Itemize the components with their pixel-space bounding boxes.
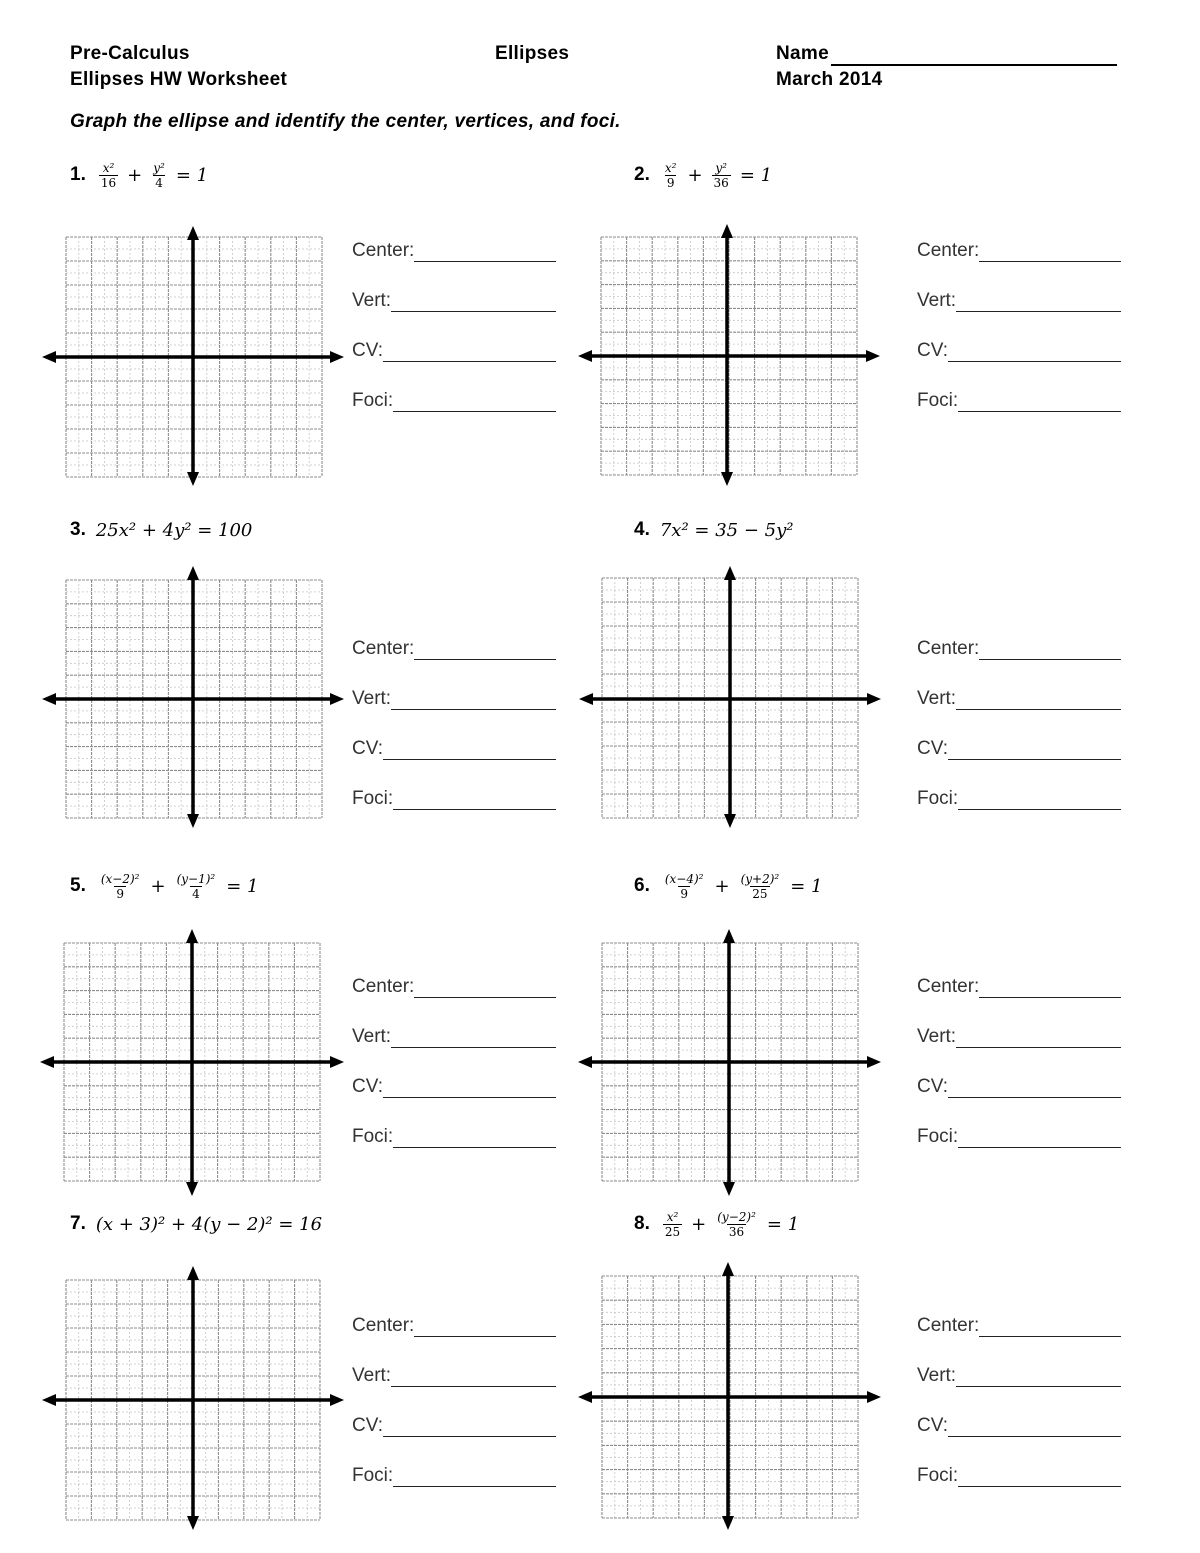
equation-text: 25x² + 4y² = 100: [95, 519, 253, 541]
cv-label: CV:: [352, 340, 383, 361]
cv-answer-field[interactable]: [352, 1415, 556, 1445]
foci-blank[interactable]: [393, 393, 556, 412]
vert-answer-field[interactable]: [917, 688, 1121, 718]
fraction-numerator: (y+2)²: [740, 871, 780, 886]
vert-blank[interactable]: [956, 691, 1121, 710]
vert-answer-field[interactable]: [917, 1365, 1121, 1395]
foci-blank[interactable]: [958, 1468, 1121, 1487]
arrow-left-icon: [579, 693, 593, 705]
fraction: [151, 161, 167, 190]
fraction: [739, 872, 782, 901]
center-answer-field[interactable]: [917, 638, 1121, 668]
equation: [96, 1214, 322, 1235]
cv-blank[interactable]: [948, 1079, 1121, 1098]
foci-answer-field[interactable]: [352, 390, 556, 420]
foci-label: Foci:: [352, 390, 394, 411]
arrow-right-icon: [330, 1056, 344, 1068]
fraction-denominator: 9: [680, 886, 688, 901]
vert-answer-field[interactable]: [917, 1026, 1121, 1056]
arrow-up-icon: [187, 1266, 199, 1280]
coordinate-grid-2[interactable]: [574, 220, 884, 490]
center-answer-field[interactable]: [917, 976, 1121, 1006]
fraction-denominator: 16: [100, 175, 117, 190]
foci-answer-field[interactable]: [352, 788, 556, 818]
vert-label: Vert:: [917, 290, 957, 311]
cv-label: CV:: [917, 738, 948, 759]
fraction-numerator: x²: [666, 1209, 679, 1224]
problem-6-title: [634, 868, 823, 904]
foci-blank[interactable]: [393, 1129, 556, 1148]
center-answer-field[interactable]: [917, 1315, 1121, 1345]
fraction-numerator: x²: [102, 160, 115, 175]
foci-answer-field[interactable]: [917, 390, 1121, 420]
topic-title: Ellipses: [495, 43, 570, 64]
arrow-left-icon: [42, 1394, 56, 1406]
arrow-up-icon: [721, 224, 733, 238]
arrow-right-icon: [330, 1394, 344, 1406]
arrow-left-icon: [578, 1391, 592, 1403]
vert-label: Vert:: [917, 1365, 957, 1386]
center-blank[interactable]: [414, 641, 556, 660]
center-label: Center:: [352, 638, 415, 659]
cv-blank[interactable]: [948, 343, 1121, 362]
vert-answer-field[interactable]: [352, 1365, 556, 1395]
foci-answer-field[interactable]: [352, 1465, 556, 1495]
vert-blank[interactable]: [956, 1029, 1121, 1048]
problem-1-title: [70, 157, 208, 193]
center-blank[interactable]: [414, 243, 556, 262]
vert-label: Vert:: [917, 1026, 957, 1047]
cv-answer-field[interactable]: [352, 738, 556, 768]
equation-text: (x + 3)² + 4(y − 2)² = 16: [95, 1213, 323, 1235]
foci-label: Foci:: [352, 1126, 394, 1147]
center-blank[interactable]: [979, 979, 1121, 998]
cv-label: CV:: [352, 738, 383, 759]
problem-8-title: [634, 1206, 799, 1242]
arrow-down-icon: [186, 1182, 198, 1196]
cv-answer-field[interactable]: [352, 340, 556, 370]
cv-label: CV:: [917, 340, 948, 361]
arrow-left-icon: [578, 350, 592, 362]
cv-blank[interactable]: [383, 1418, 556, 1437]
fraction-denominator: 9: [116, 886, 124, 901]
center-blank[interactable]: [979, 1318, 1121, 1337]
fraction-numerator: y²: [153, 160, 165, 175]
foci-answer-field[interactable]: [917, 788, 1121, 818]
foci-blank[interactable]: [393, 791, 556, 810]
vert-answer-field[interactable]: [352, 688, 556, 718]
fraction-numerator: (x−2)²: [100, 871, 140, 886]
vert-answer-field[interactable]: [352, 290, 556, 320]
arrow-up-icon: [186, 929, 198, 943]
arrow-right-icon: [866, 350, 880, 362]
center-blank[interactable]: [979, 243, 1121, 262]
cv-answer-field[interactable]: [917, 1415, 1121, 1445]
center-answer-field[interactable]: [352, 240, 556, 270]
vert-blank[interactable]: [391, 691, 556, 710]
fraction: [663, 1210, 682, 1239]
center-label: Center:: [917, 976, 980, 997]
vert-label: Vert:: [352, 1026, 392, 1047]
arrow-down-icon: [187, 814, 199, 828]
vert-label: Vert:: [352, 290, 392, 311]
foci-label: Foci:: [917, 1126, 959, 1147]
equation-text: +: [714, 875, 730, 897]
foci-answer-field[interactable]: [917, 1126, 1121, 1156]
equation: [96, 520, 253, 541]
foci-label: Foci:: [352, 788, 394, 809]
instructions: Graph the ellipse and identify the center, vertices, and foci.: [70, 111, 621, 132]
equation: [660, 161, 772, 190]
center-answer-field[interactable]: [352, 638, 556, 668]
vert-blank[interactable]: [956, 1368, 1121, 1387]
equation: [96, 161, 208, 190]
center-blank[interactable]: [414, 979, 556, 998]
equation: [660, 872, 823, 901]
arrow-down-icon: [722, 1516, 734, 1530]
cv-answer-field[interactable]: [352, 1076, 556, 1106]
problem-2-title: [634, 157, 772, 193]
coordinate-grid-6[interactable]: [574, 925, 885, 1200]
arrow-up-icon: [723, 929, 735, 943]
vert-blank[interactable]: [956, 293, 1121, 312]
coordinate-grid-4[interactable]: [575, 562, 885, 832]
arrow-left-icon: [578, 1056, 592, 1068]
problem-number: 1.: [70, 164, 86, 185]
cv-label: CV:: [352, 1076, 383, 1097]
arrow-right-icon: [330, 693, 344, 705]
cv-blank[interactable]: [383, 1079, 556, 1098]
fraction-denominator: 36: [728, 1224, 745, 1239]
center-label: Center:: [352, 1315, 415, 1336]
fraction: [663, 161, 679, 190]
problem-5-title: [70, 868, 259, 904]
fraction-denominator: 36: [713, 175, 729, 190]
cv-blank[interactable]: [948, 741, 1121, 760]
center-label: Center:: [917, 240, 980, 261]
problem-4-title: [634, 512, 793, 548]
vert-answer-field[interactable]: [917, 290, 1121, 320]
equation: [660, 1210, 799, 1239]
worksheet-title: Ellipses HW Worksheet: [70, 69, 288, 90]
coordinate-grid-3[interactable]: [38, 562, 348, 832]
problem-number: 2.: [634, 164, 650, 185]
center-label: Center:: [917, 1315, 980, 1336]
vert-label: Vert:: [917, 688, 957, 709]
fraction: [99, 161, 118, 190]
foci-answer-field[interactable]: [352, 1126, 556, 1156]
arrow-right-icon: [867, 1056, 881, 1068]
problem-number: 5.: [70, 875, 86, 896]
arrow-up-icon: [187, 566, 199, 580]
cv-answer-field[interactable]: [917, 340, 1121, 370]
cv-label: CV:: [917, 1076, 948, 1097]
equation-text: = 1: [739, 164, 773, 186]
center-answer-field[interactable]: [352, 976, 556, 1006]
problem-7-title: [70, 1206, 322, 1242]
equation-text: +: [687, 164, 703, 186]
fraction: [663, 872, 706, 901]
center-blank[interactable]: [414, 1318, 556, 1337]
arrow-right-icon: [867, 1391, 881, 1403]
vert-answer-field[interactable]: [352, 1026, 556, 1056]
cv-answer-field[interactable]: [917, 1076, 1121, 1106]
equation-text: = 1: [766, 1213, 800, 1235]
vert-blank[interactable]: [391, 1368, 556, 1387]
fraction-denominator: 25: [664, 1224, 681, 1239]
name-field[interactable]: [776, 42, 1117, 66]
center-label: Center:: [917, 638, 980, 659]
problem-number: 3.: [70, 519, 86, 540]
vert-label: Vert:: [352, 688, 392, 709]
cv-blank[interactable]: [383, 741, 556, 760]
arrow-right-icon: [330, 351, 344, 363]
coordinate-grid-7[interactable]: [38, 1262, 348, 1534]
problem-number: 6.: [634, 875, 650, 896]
fraction-numerator: (x−4)²: [664, 871, 704, 886]
arrow-left-icon: [40, 1056, 54, 1068]
equation-text: = 1: [790, 875, 823, 897]
foci-label: Foci:: [917, 1465, 959, 1486]
equation: [660, 520, 794, 541]
arrow-down-icon: [187, 472, 199, 486]
equation: [96, 872, 259, 901]
center-blank[interactable]: [979, 641, 1121, 660]
name-label: Name: [776, 43, 829, 64]
equation-text: = 1: [226, 875, 259, 897]
problem-3-title: [70, 512, 252, 548]
center-label: Center:: [352, 976, 415, 997]
equation-text: +: [150, 875, 166, 897]
foci-blank[interactable]: [393, 1468, 556, 1487]
fraction: [712, 161, 731, 190]
center-label: Center:: [352, 240, 415, 261]
arrow-down-icon: [721, 472, 733, 486]
fraction-denominator: 25: [752, 886, 768, 901]
course-title: Pre-Calculus: [70, 43, 190, 64]
fraction-denominator: 4: [155, 175, 163, 190]
fraction-numerator: x²: [664, 160, 677, 175]
name-blank[interactable]: [831, 46, 1117, 66]
foci-label: Foci:: [917, 390, 959, 411]
arrow-down-icon: [724, 814, 736, 828]
problem-number: 7.: [70, 1213, 86, 1234]
foci-answer-field[interactable]: [917, 1465, 1121, 1495]
arrow-up-icon: [724, 566, 736, 580]
equation-text: = 1: [175, 164, 209, 186]
arrow-up-icon: [722, 1262, 734, 1276]
problem-number: 8.: [634, 1213, 650, 1234]
foci-label: Foci:: [917, 788, 959, 809]
center-answer-field[interactable]: [917, 240, 1121, 270]
fraction-numerator: y²: [715, 160, 727, 175]
fraction: [99, 872, 142, 901]
arrow-right-icon: [867, 693, 881, 705]
coordinate-grid-8[interactable]: [574, 1258, 885, 1534]
fraction: [715, 1210, 758, 1239]
foci-blank[interactable]: [958, 1129, 1121, 1148]
foci-blank[interactable]: [958, 393, 1121, 412]
equation-text: 7x² = 35 − 5y²: [659, 519, 794, 541]
foci-blank[interactable]: [958, 791, 1121, 810]
coordinate-grid-1[interactable]: [38, 222, 348, 490]
arrow-down-icon: [723, 1182, 735, 1196]
fraction: [175, 872, 218, 901]
cv-label: CV:: [917, 1415, 948, 1436]
equation-text: +: [691, 1213, 707, 1235]
coordinate-grid-5[interactable]: [36, 925, 348, 1200]
fraction-denominator: 9: [666, 175, 675, 190]
fraction-numerator: (y−2)²: [717, 1209, 756, 1224]
fraction-numerator: (y−1)²: [176, 871, 216, 886]
arrow-up-icon: [187, 226, 199, 240]
arrow-left-icon: [42, 351, 56, 363]
vert-blank[interactable]: [391, 293, 556, 312]
date-label: March 2014: [776, 69, 883, 90]
arrow-left-icon: [42, 693, 56, 705]
problem-number: 4.: [634, 519, 650, 540]
cv-blank[interactable]: [383, 343, 556, 362]
foci-label: Foci:: [352, 1465, 394, 1486]
vert-blank[interactable]: [391, 1029, 556, 1048]
equation-text: +: [127, 164, 143, 186]
cv-answer-field[interactable]: [917, 738, 1121, 768]
center-answer-field[interactable]: [352, 1315, 556, 1345]
fraction-denominator: 4: [192, 886, 200, 901]
arrow-down-icon: [187, 1516, 199, 1530]
vert-label: Vert:: [352, 1365, 392, 1386]
cv-label: CV:: [352, 1415, 383, 1436]
cv-blank[interactable]: [948, 1418, 1121, 1437]
